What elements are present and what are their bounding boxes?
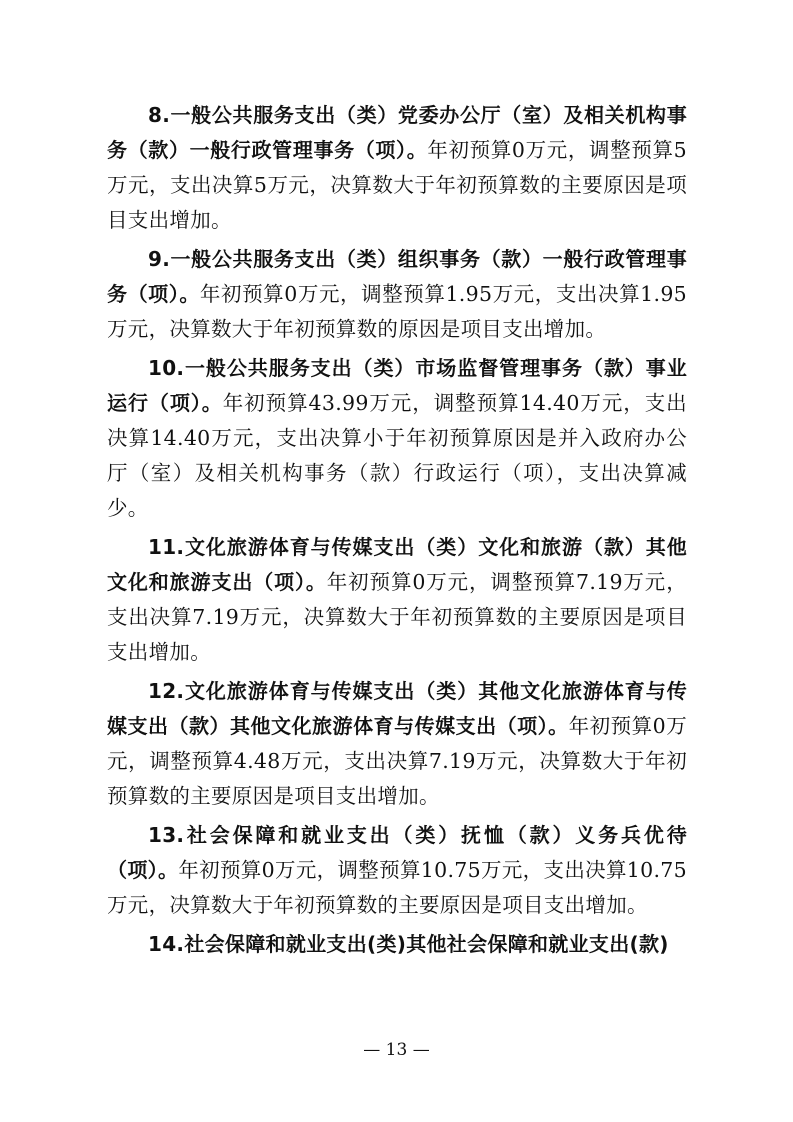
paragraph-item-8 — [107, 98, 687, 238]
paragraph-text: 年初预算43.99万元，调整预算14.40万元，支出决算14.40万元，支出决算小于年初预算原因是并入政府办公厅（室）及相关机构事务（款）行政运行（项），支出决算减少。 — [107, 391, 687, 520]
paragraph-text: 年初预算0万元，调整预算10.75万元，支出决算10.75万元，决算数大于年初预算数的主要原因是项目支出增加。 — [107, 858, 687, 917]
paragraph-text: 年初预算0万元，调整预算5万元，支出决算5万元，决算数大于年初预算数的主要原因是项目支出增加。 — [107, 138, 687, 232]
paragraph-heading: 8.一般公共服务支出（类）党委办公厅（室）及相关机构事务（款）一般行政管理事务（项）。 — [107, 103, 687, 162]
paragraph-heading: 11.文化旅游体育与传媒支出（类）文化和旅游（款）其他文化和旅游支出（项）。 — [107, 535, 687, 594]
paragraph-text: 年初预算0万元，调整预算4.48万元，支出决算7.19万元，决算数大于年初预算数的主要原因是项目支出增加。 — [107, 714, 687, 808]
document-body — [107, 98, 687, 966]
paragraph-heading: 12.文化旅游体育与传媒支出（类）其他文化旅游体育与传媒支出（款）其他文化旅游体育与传媒支出（项）。 — [107, 679, 687, 738]
paragraph-text: 年初预算0万元，调整预算7.19万元，支出决算7.19万元，决算数大于年初预算数的主要原因是项目支出增加。 — [107, 570, 687, 664]
paragraph-item-13 — [107, 818, 687, 923]
paragraph-heading: 13.社会保障和就业支出（类）抚恤（款）义务兵优待（项）。 — [107, 823, 687, 882]
paragraph-heading: 14.社会保障和就业支出(类)其他社会保障和就业支出(款) — [148, 932, 669, 956]
paragraph-text: 年初预算0万元，调整预算1.95万元，支出决算1.95万元，决算数大于年初预算数的原因是项目支出增加。 — [107, 282, 688, 341]
paragraph-item-12 — [107, 674, 687, 814]
paragraph-heading: 9.一般公共服务支出（类）组织事务（款）一般行政管理事务（项）。 — [107, 247, 687, 306]
paragraph-item-10 — [107, 351, 687, 526]
paragraph-heading: 10.一般公共服务支出（类）市场监督管理事务（款）事业运行（项）。 — [107, 356, 687, 415]
paragraph-item-11 — [107, 530, 687, 670]
paragraph-item-9 — [107, 242, 687, 347]
page-number: — 13 — — [363, 1040, 430, 1060]
paragraph-item-14 — [107, 927, 687, 962]
